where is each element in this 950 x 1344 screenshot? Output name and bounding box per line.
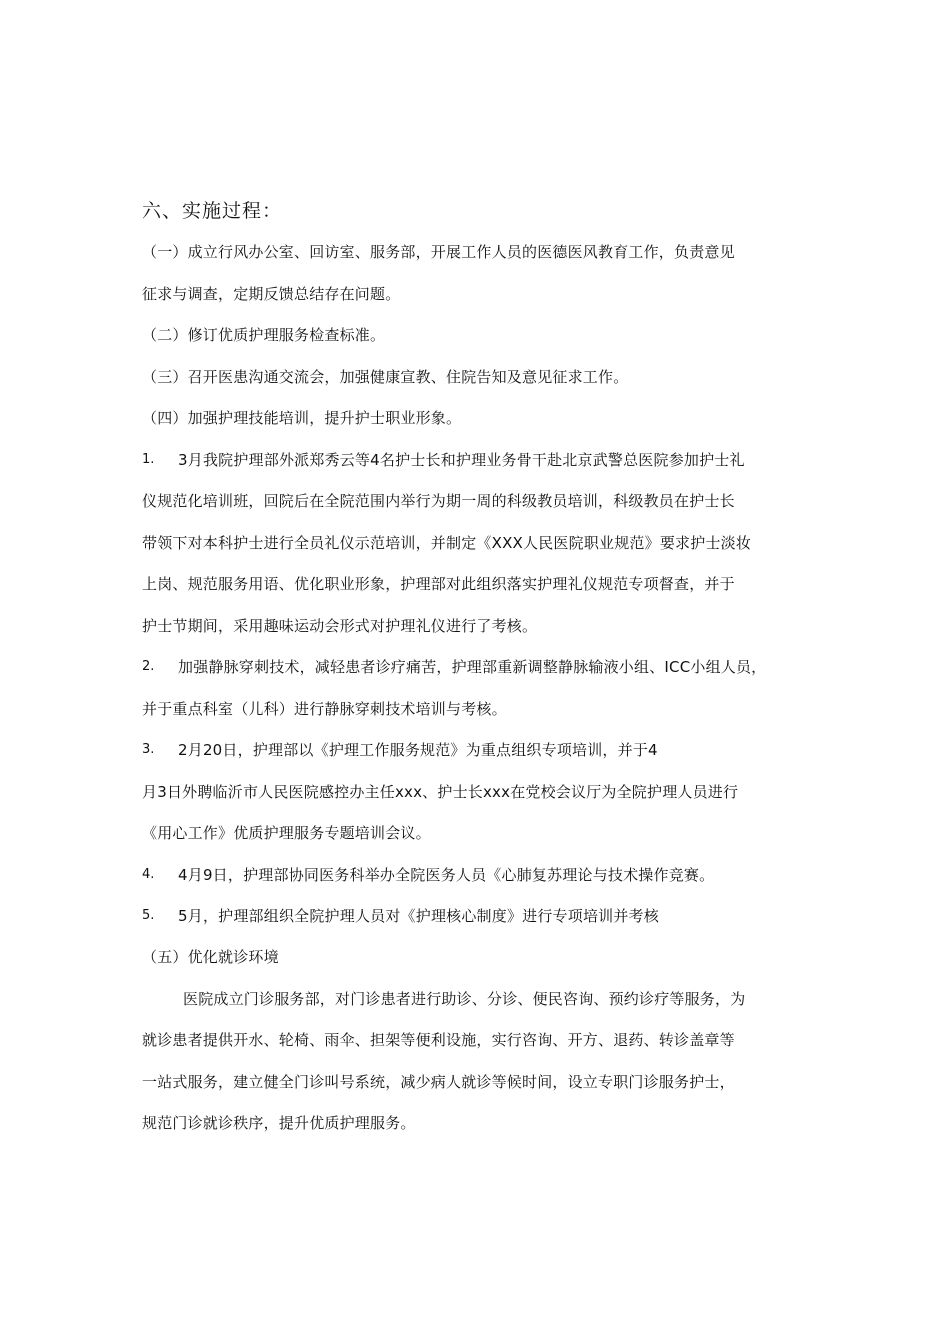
- sec1-line2: 征求与调查，定期反馈总结存在问题。: [142, 285, 401, 303]
- item1-line3: 带领下对本科护士进行全员礼仪示范培训，并制定《XXX人民医院职业规范》要求护士淡妆: [142, 534, 752, 552]
- sec2-line: （二）修订优质护理服务检查标准。: [142, 326, 386, 344]
- sec5-heading: （五）优化就诊环境: [142, 948, 279, 966]
- item3-line3: 《用心工作》优质护理服务专题培训会议。: [142, 824, 431, 842]
- item5-line1: 5月，护理部组织全院护理人员对《护理核心制度》进行专项培训并考核: [178, 907, 659, 925]
- sec5-line2: 就诊患者提供开水、轮椅、雨伞、担架等便利设施，实行咨询、开方、退药、转诊盖章等: [142, 1031, 735, 1049]
- section-title: 六、实施过程：: [142, 200, 283, 222]
- item3-number: 3.: [142, 742, 155, 757]
- item2-line1: 加强静脉穿刺技术，减轻患者诊疗痛苦，护理部重新调整静脉输液小组、ICC小组人员，: [178, 658, 767, 676]
- item3-line1: 2月20日，护理部以《护理工作服务规范》为重点组织专项培训，并于4: [178, 741, 658, 759]
- item1-number: 1.: [142, 452, 155, 467]
- sec5-line3: 一站式服务，建立健全门诊叫号系统，减少病人就诊等候时间，设立专职门诊服务护士，: [142, 1073, 735, 1091]
- sec5-line4: 规范门诊就诊秩序，提升优质护理服务。: [142, 1114, 416, 1132]
- item2-number: 2.: [142, 659, 155, 674]
- item1-line1: 3月我院护理部外派郑秀云等4名护士长和护理业务骨干赴北京武警总医院参加护士礼: [178, 451, 745, 469]
- item5-number: 5.: [142, 908, 155, 923]
- item1-line5: 护士节期间，采用趣味运动会形式对护理礼仪进行了考核。: [142, 617, 538, 635]
- item4-number: 4.: [142, 867, 155, 882]
- sec1-line1: （一）成立行风办公室、回访室、服务部，开展工作人员的医德医风教育工作，负责意见: [142, 243, 735, 261]
- item3-line2: 月3日外聘临沂市人民医院感控办主任xxx、护士长xxx在党校会议厅为全院护理人员进行: [142, 783, 739, 801]
- item4-line1: 4月9日，护理部协同医务科举办全院医务人员《心肺复苏理论与技术操作竞赛。: [178, 866, 715, 884]
- item2-line2: 并于重点科室（儿科）进行静脉穿刺技术培训与考核。: [142, 700, 507, 718]
- sec4-line: （四）加强护理技能培训，提升护士职业形象。: [142, 409, 462, 427]
- item1-line2: 仪规范化培训班，回院后在全院范围内举行为期一周的科级教员培训，科级教员在护士长: [142, 492, 735, 510]
- item1-line4: 上岗、规范服务用语、优化职业形象，护理部对此组织落实护理礼仪规范专项督查，并于: [142, 575, 735, 593]
- sec3-line: （三）召开医患沟通交流会，加强健康宣教、住院告知及意见征求工作。: [142, 368, 629, 386]
- sec5-line1: 医院成立门诊服务部，对门诊患者进行助诊、分诊、便民咨询、预约诊疗等服务，为: [183, 990, 746, 1008]
